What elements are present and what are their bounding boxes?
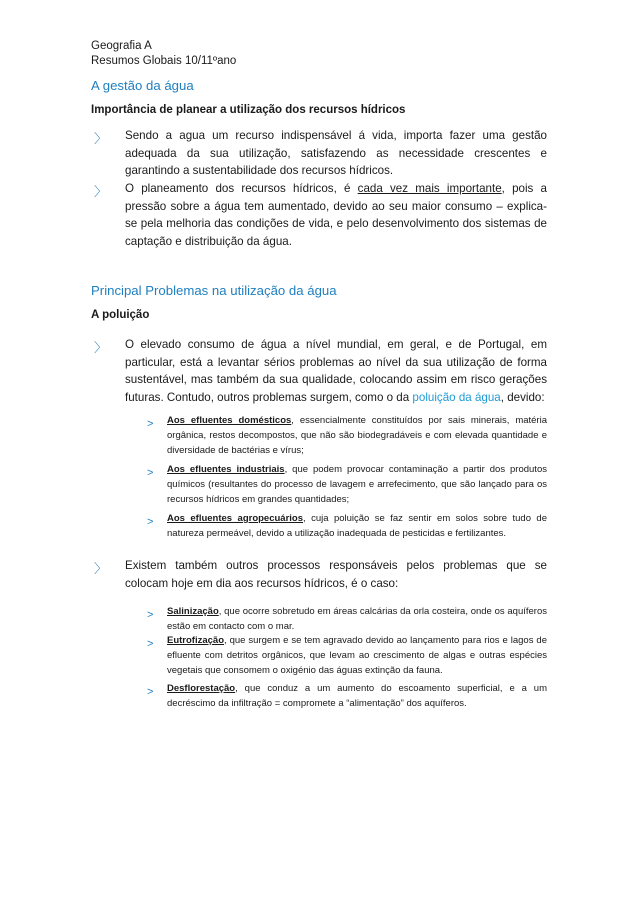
- list-item: Eutrofização, que surgem e se tem agravado devido ao lançamento para rios e lagos de efluente com detritos orgânicos, que levam ao crescimento de algas e outras espécies vegetais que consomem o oxigénio das águas extinção da fauna.: [167, 635, 547, 676]
- section-subtitle: A poluição: [91, 309, 150, 321]
- bullet-icon: 〉: [94, 131, 108, 146]
- item-term: Eutrofização: [167, 635, 225, 646]
- list-item: Aos efluentes industriais, que podem provocar contaminação a partir dos produtos químicos (resultantes do processo de lavagem e arrefecimento, que são lançado para os recursos hídricos em grandes quantidades;: [167, 464, 547, 505]
- bullet-icon: 〉: [94, 561, 108, 576]
- underlined-text: cada vez mais importante: [357, 182, 502, 195]
- bullet-icon: 〉: [94, 184, 108, 199]
- item-term: Aos efluentes agropecuários: [167, 513, 303, 524]
- item-term: Desflorestação: [167, 683, 236, 694]
- item-term: Salinização: [167, 606, 219, 617]
- paragraph: Existem também outros processos responsáveis pelos problemas que se colocam hoje em dia aos recursos hídricos, é o caso:: [125, 559, 547, 590]
- sub-bullet-icon: >: [147, 609, 154, 621]
- paragraph: O planeamento dos recursos hídricos, é cada vez mais importante, pois a pressão sobre a água tem aumentado, devido ao seu maior consumo – explica-se pela melhoria das condições de vida, e pelo desenvolvimento dos sistemas de captação e distribuição da água.: [125, 182, 547, 248]
- section-title: Principal Problemas na utilização da água: [91, 283, 337, 298]
- paragraph: Sendo a agua um recurso indispensável á vida, importa fazer uma gestão adequada da sua utilização, satisfazendo as necessidade crescentes e garantindo a sustentabilidade dos recursos hídricos.: [125, 129, 547, 177]
- sub-bullet-icon: >: [147, 467, 154, 479]
- highlighted-text: poluição da água: [412, 390, 501, 404]
- list-item: Aos efluentes domésticos, essencialmente constituídos por sais minerais, matéria orgânica, restos decompostos, que não são biodegradáveis e com elevada quantidade e diversidade de bactérias e vírus;: [167, 415, 547, 456]
- sub-bullet-icon: >: [147, 418, 154, 430]
- sub-bullet-icon: >: [147, 686, 154, 698]
- header-course: Resumos Globais 10/11ºano: [91, 55, 237, 67]
- sub-bullet-icon: >: [147, 516, 154, 528]
- header-subject: Geografia A: [91, 40, 152, 52]
- list-item: Desflorestação, que conduz a um aumento do escoamento superficial, e a um decréscimo da infiltração = compromete a “alimentação” dos aquíferos.: [167, 683, 547, 709]
- sub-bullet-icon: >: [147, 638, 154, 650]
- bullet-icon: 〉: [94, 340, 108, 355]
- list-item: Salinização, que ocorre sobretudo em áreas calcárias da orla costeira, onde os aquíferos estão em contacto com o mar.: [167, 606, 547, 632]
- section-subtitle: Importância de planear a utilização dos recursos hídricos: [91, 104, 406, 116]
- item-term: Aos efluentes domésticos: [167, 415, 292, 426]
- item-term: Aos efluentes industriais: [167, 464, 285, 475]
- paragraph: O elevado consumo de água a nível mundial, em geral, e de Portugal, em particular, está a levantar sérios problemas ao nível da sua utilização de forma sustentável, mas também da sua qualidade, colocando assim em risco gerações futuras. Contudo, outros problemas surgem, como o da poluição da água, devido:: [125, 338, 547, 404]
- list-item: Aos efluentes agropecuários, cuja poluição se faz sentir em solos sobre tudo de natureza permeável, devido a utilização inadequada de pesticidas e fertilizantes.: [167, 513, 547, 539]
- section-title: A gestão da água: [91, 78, 194, 93]
